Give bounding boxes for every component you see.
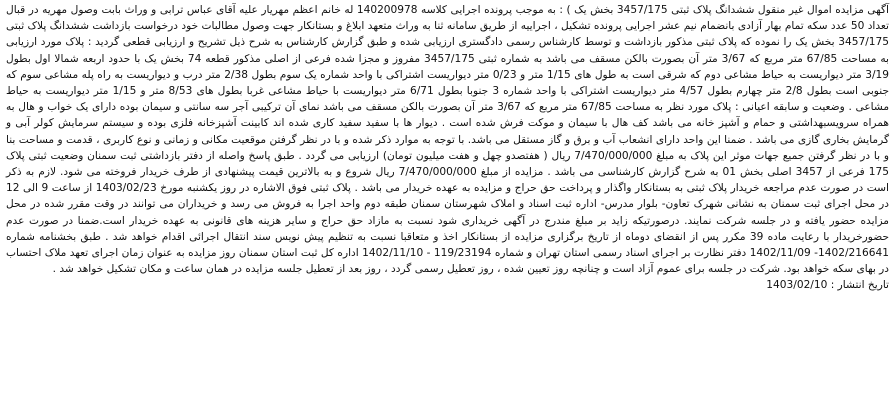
publication-date: تاریخ انتشار : 1403/02/10 xyxy=(766,279,889,292)
notice-body: آگهی مزایده اموال غیر منقول ششدانگ پلاک ثبتی 3457/175 بخش یک ) : به موجب پرونده اجرایی کلاسه 140200978 له خانم اعظم مهریار علیه آقای عباس ترابی و وراث بابت وصول مهریه در قبال تعداد 50 عدد سکه تمام بهار آزادی بانضمام نیم عشر اجرایی پرونده تشکیل ، اجراییه از طریق سامانه ثنا به وراث متعهد ابلاغ و بستانکار جهت وصول مطالبات خود درخواست بازداشت ششدانگ پلاک ثبتی 3457/175 بخش یک را نموده که پلاک ثبتی مذکور بازداشت و توسط کارشناس رسمی دادگستری ارزیابی شده و طبق گزارش کارشناس به شرح ذیل تشریح و ارزیابی قطعی گردید : پلاک مورد ارزیابی به مساحت 67/85 متر مربع که 3/67 متر آن بصورت بالکن مسقف می باشد به شماره ثبتی 3457/175 مفروز و مجزا شده فرعی از اصلی مذکور قطعه 74 بخش یک با حدود اربعه شمالا اول بطول 3/19 متر دیواریست به حیاط مشاعی دوم که شرقی است به طول های 1/15 متر و 0/23 متر دیواریست اشتراکی با واحد شماره یک سوم بطول 2/38 متر درب و دیواریست به راه پله مشاعی سوم که جنوبی است بطول 2/8 متر چهارم بطول 4/57 متر دیواریست اشتراکی با واحد شماره 3 جنوبا بطول 6/71 متر دیواریست با حیاط مشاعی غربا بطول های 8/53 متر و 1/15 متر دیواریست به حیاط مشاعی . وضعیت و سابقه اعیانی : پلاک مورد نظر به مساحت 67/85 متر مربع که 3/67 متر آن بصورت بالکن مسقف می باشد نمای آن ترکیبی آجر سه سانتی و سیمان بوده دارای یک خواب و هال به همراه سرویسبهداشتی و حمام و آشپز خانه می باشد کف هال با سیمان و موکت فرش شده است . دیوار ها با سفید سفید کاری شده اند کابینت آشپزخانه فلزی بوده و سیستم سرمایش کولر آبی و گرمایش بخاری گازی می باشد . ضمنا این واحد دارای انشعاب آب و برق و گاز مستقل می باشد. با توجه به موارد ذکر شده و با در نظر گرفتن موقعیت مکانی و زمانی و نوع کاربری ، قدمت و مساحت بنا و با در نظر گرفتن جمیع جهات موثر این پلاک به مبلغ 7/470/000/000 ریال ( هفتصدو چهل و هفت میلیون تومان) ارزیابی می گردد . طبق پاسخ واصله از دفتر بازداشتی ثبت سمنان وضعیت ثبتی پلاک 175 فرعی از 3457 اصلی بخش 01 به شرح گزارش کارشناسی می باشد . مزایده از مبلغ 7/470/000/000 ریال شروع و به بالاترین قیمت پیشنهادی از طرف خریدار فروخته می شود. لازم به ذکر است در صورت عدم مراجعه خریدار پلاک ثبتی به بستانکار واگذار و پرداخت حق حراج و مزایده به عهده خریدار می باشد . پلاک ثبتی فوق الاشاره در روز یکشنبه مورخ 1403/02/23 از ساعت 9 الی 12 در محل اجرای ثبت سمنان به نشانی شهرک تعاون- بلوار مدرس- اداره ثبت اسناد و املاک شهرستان سمنان طبقه دوم واحد اجرا به فروش می رسد و خریداران می توانند در وقت مقرر شده در محل مزایده حضور یافته و در جلسه شرکت نمایند. درصورتیکه زاید بر مبلغ مندرج در آگهی خریداری شود نسبت به مازاد حق حراج و سایر هزینه های قانونی به عهده خریدار است.ضمنا در صورت عدم حضورخریدار با رعایت ماده 39 مکرر پس از انقضای دوماه از تاریخ برگزاری مزایده از بستانکار اخذ و متعاقبا نسبت به تنظیم پیش نویس سند انتقال اجرائی اقدام خواهد شد . طبق بخشنامه شماره 1402/216641- 1402/11/09 دفتر نظارت بر اجرای اسناد رسمی استان تهران و شماره 119/23194 - 1402/11/10 اداره کل ثبت استان سمنان روز مزایده به عنوان زمان اجرای تعهد ملاک احتساب در بهای سکه خواهد بود. شرکت در جلسه برای عموم آزاد است و چنانچه روز تعیین شده ، روز تعطیل رسمی گردد ، روز بعد از تعطیل جلسه مزایده در همان ساعت و مکان تشکیل خواهد شد . xyxy=(6,4,889,276)
